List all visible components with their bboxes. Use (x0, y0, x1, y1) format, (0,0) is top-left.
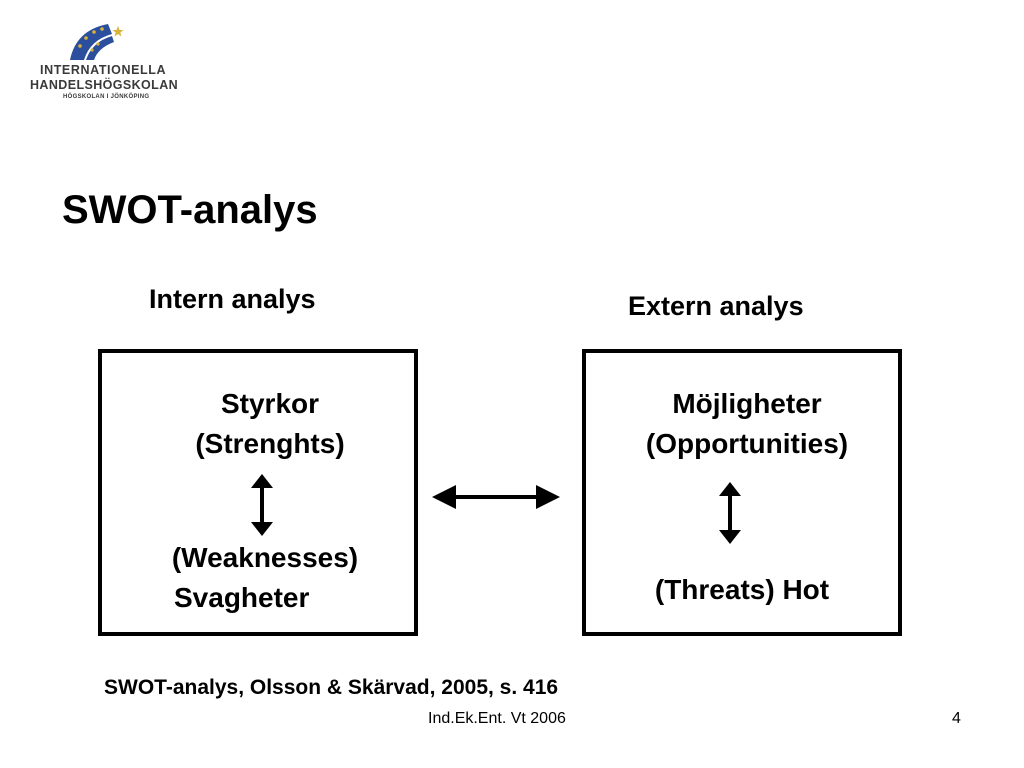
opportunities-label-sv: Möjligheter (672, 388, 822, 419)
footer-course: Ind.Ek.Ent. Vt 2006 (428, 710, 566, 727)
threats-label: (Threats) Hot (654, 574, 830, 605)
logo-text-line3: HÖGSKOLAN I JÖNKÖPING (63, 94, 150, 100)
school-logo-mark (66, 20, 126, 62)
intern-analys-heading: Intern analys (149, 284, 316, 314)
weaknesses-label-sv: Svagheter (174, 582, 310, 613)
extern-analys-heading: Extern analys (628, 291, 804, 321)
page-number: 4 (952, 710, 961, 727)
horizontal-double-arrow (430, 481, 562, 513)
strengths-label-sv: Styrkor (220, 388, 320, 419)
logo-text-line2: HANDELSHÖGSKOLAN (30, 78, 179, 92)
vertical-double-arrow-extern (714, 480, 746, 546)
vertical-double-arrow-intern (246, 472, 278, 538)
weaknesses-label-en: (Weaknesses) (171, 542, 359, 573)
strengths-label-en: (Strenghts) (195, 428, 345, 459)
logo-text-line1: INTERNATIONELLA (40, 63, 167, 77)
slide-title: SWOT-analys (62, 188, 318, 232)
source-caption: SWOT-analys, Olsson & Skärvad, 2005, s. 416 (104, 676, 559, 699)
opportunities-label-en: (Opportunities) (645, 428, 849, 459)
